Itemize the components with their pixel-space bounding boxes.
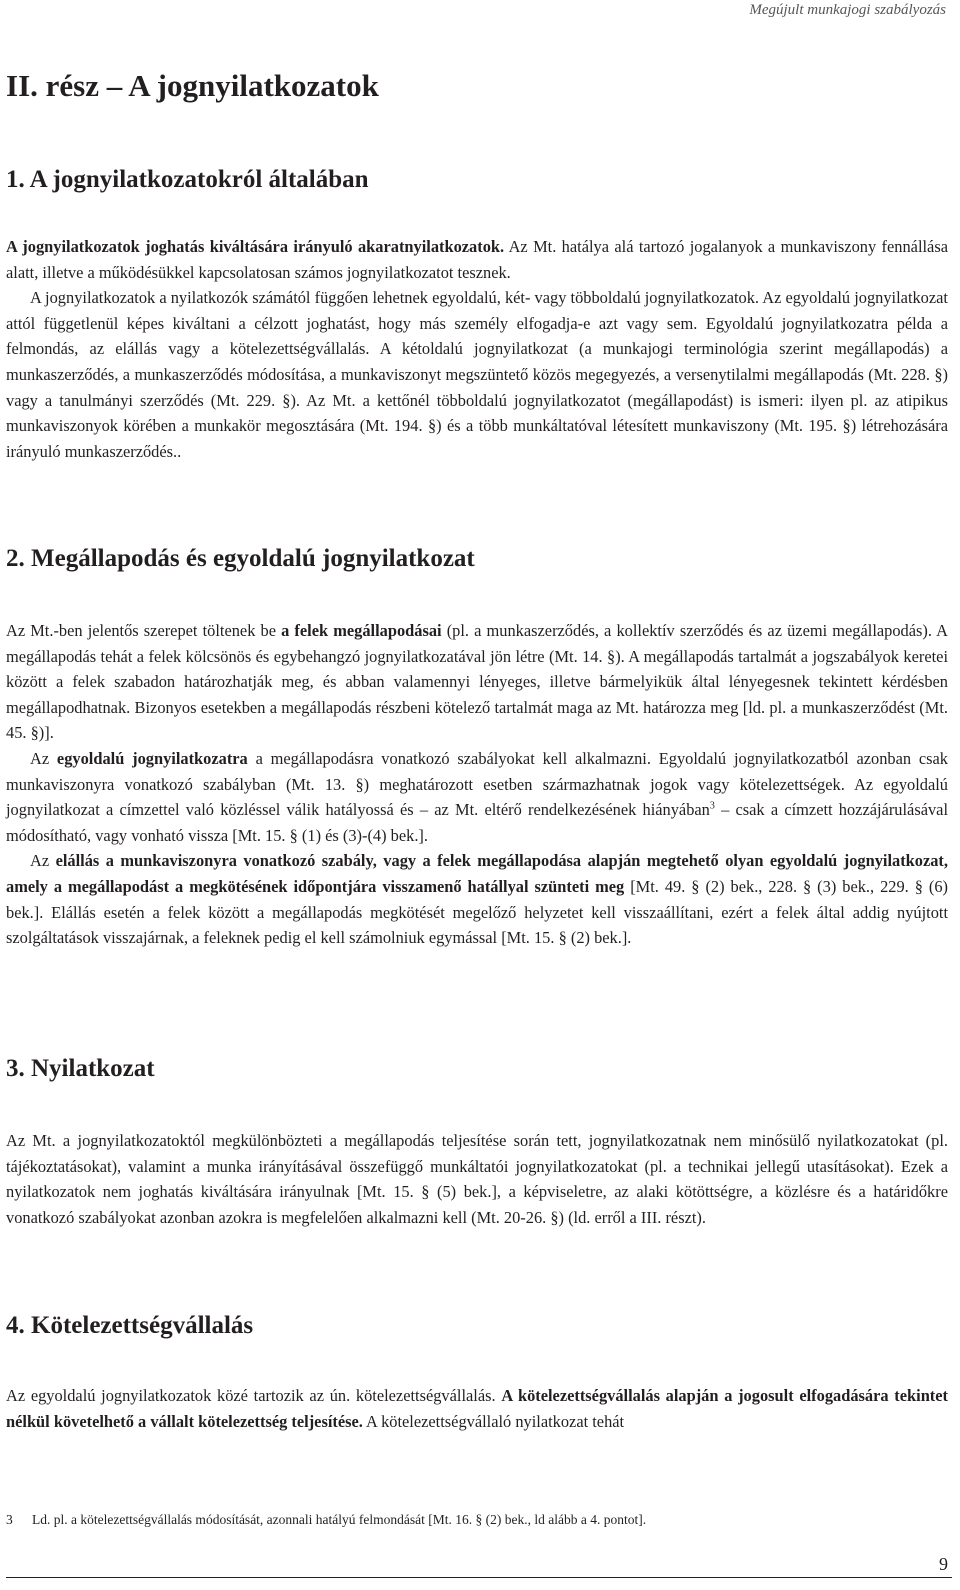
section-4-bold: A kötelezettségvállalás alapján a jogosult elfogadására tekintet nélkül követelhető a vállalt kötelezettség teljesítése.: [6, 1386, 949, 1431]
footer-rule: [6, 1577, 952, 1578]
section-2-heading: 2. Megállapodás és egyoldalú jognyilatkozat: [6, 545, 475, 572]
section-1-bold-lead: A jognyilatkozatok joghatás kiváltására irányuló akaratnyilatkozatok.: [6, 237, 505, 256]
footnote-number: 3: [6, 1512, 13, 1527]
section-2-bold: egyoldalú jognyilatkozatra: [56, 748, 248, 768]
section-2-paragraph-2: [6, 746, 948, 848]
section-3-heading: 3. Nyilatkozat: [6, 1055, 155, 1082]
section-4-text: Az egyoldalú jognyilatkozatok közé tartozik az ún. kötelezettségvállalás.: [6, 1386, 502, 1405]
section-2-text: Az: [30, 851, 56, 871]
section-1-paragraph-2: A jognyilatkozatok a nyilatkozók számától függően lehetnek egyoldalú, két- vagy többoldalú jognyilatkozatok. Az egyoldalú jognyilatkozat attól függetlenül képes kiváltani a célzott joghatást, hogy más személy elfogadja-e azt vagy sem. Egyoldalú jognyilatkozatra példa a felmondás, az elállás vagy a kötelezettségvállalás. A kétoldalú jognyilatkozat (a munkajogi terminológia szerint megállapodás) a munkaszerződés, a munkaszerződés módosítása, a munkaviszonyt megszüntető közös megegyezés, a versenytilalmi megállapodás (Mt. 228. §) vagy a tanulmányi szerződés (Mt. 229. §). Az Mt. a kettőnél többoldalú jognyilatkozatot (megállapodást) is ismeri: ilyen pl. az atipikus munkaviszonyok körében a munkakör megosztására (Mt. 194. §) és a több munkáltatóval létesített munkaviszony (Mt. 195. §) létrehozására irányuló munkaszerződés..: [6, 288, 948, 461]
section-2-text: a megállapodásra vonatkozó szabályokat kell alkalmazni. Egyoldalú jognyilatkozatból azonban csak munkaviszonyra vonatkozó szabályban (Mt. 13. §) meghatározott esetben származhatnak jogok vagy kötelezettségek. Az egyoldalú jognyilatkozat a címzettel való közléssel válik hatályossá és – az Mt. eltérő rendelkezésének hiányában: [6, 748, 948, 820]
footnote-ref[interactable]: 3: [709, 800, 715, 812]
section-2-bold: elállás a munkaviszonyra vonatkozó szabály, vagy a felek megállapodása alapján megtehető olyan egyoldalú jognyilatkozat, amely a megállapodást a megkötésének időpontjára visszamenő hatállyal szünteti meg: [6, 851, 948, 896]
section-1-body: [6, 234, 948, 464]
page-number: 9: [939, 1554, 948, 1574]
section-1-text: Az Mt. hatálya alá tartozó jogalanyok a munkaviszony fennállása alatt, illetve a működésükkel kapcsolatosan számos jognyilatkozatot tesznek.: [6, 237, 948, 282]
running-header: Megújult munkajogi szabályozás: [749, 2, 946, 18]
section-2-text: Az: [30, 748, 57, 768]
section-1-paragraph-1: [6, 234, 948, 285]
section-4-paragraph-1: [6, 1383, 948, 1434]
section-2-text: [Mt. 49. § (2) bek., 228. § (3) bek., 229. § (6) bek.]. Elállás esetén a felek között a megállapodás megkötését megelőző helyzetet kell visszaállítani, ezért a felek által addig nyújtott szolgáltatások visszajárnak, a feleknek pedig el kell számolniuk egymással [Mt. 15. § (2) bek.].: [6, 876, 948, 948]
footnote: [6, 1512, 646, 1528]
section-2-text: – csak a címzett hozzájárulásával módosítható, vagy vonható vissza [Mt. 15. § (1) és (3)-(4) bek.].: [6, 800, 948, 845]
section-1-heading: 1. A jognyilatkozatokról általában: [6, 166, 369, 193]
section-2-body: [6, 618, 948, 951]
section-2-paragraph-1: [6, 618, 948, 746]
section-4-text: A kötelezettségvállaló nyilatkozat tehát: [362, 1411, 625, 1431]
section-3-paragraph-1: Az Mt. a jognyilatkozatoktól megkülönbözteti a megállapodás teljesítése során tett, jognyilatkozatnak nem minősülő nyilatkozatokat (pl. tájékoztatásokat), valamint a munka irányításával összefüggő munkáltatói jognyilatkozatokat (pl. a technikai jellegű utasításokat). Ezek a nyilatkozatok nem joghatás kiváltására irányulnak [Mt. 15. § (5) bek.], a képviseletre, az alaki kötöttségre, a közlésre és a határidőkre vonatkozó szabályokat azonban azokra is megfelelően alkalmazni kell (Mt. 20-26. §) (ld. erről a III. részt).: [6, 1131, 948, 1227]
section-2-bold: a felek megállapodásai: [281, 621, 442, 640]
footnote-text: Ld. pl. a kötelezettségvállalás módosítását, azonnali hatályú felmondását [Mt. 16. § (2) bek., ld alább a 4. pontot].: [32, 1512, 647, 1527]
section-4-heading: 4. Kötelezettségvállalás: [6, 1312, 254, 1339]
section-3-body: [6, 1128, 948, 1230]
section-2-text: (pl. a munkaszerződés, a kollektív szerződés és az üzemi megállapodás). A megállapodás tehát a felek kölcsönös és egybehangzó jognyilatkozatával jön létre (Mt. 14. §). A megállapodás tartalmát a jogszabályok keretei között a felek szabadon határozhatják meg, és abban valamennyi lényeges, illetve bármelyikük által lényegesnek tekintett kérdésben megállapodhatnak. Bizonyos esetekben a megállapodás részbeni kötelező tartalmát maga az Mt. határozza meg [ld. pl. a munkaszerződést (Mt. 45. §)].: [6, 621, 948, 743]
part-title: II. rész – A jognyilatkozatok: [6, 68, 379, 103]
section-2-text: Az Mt.-ben jelentős szerepet töltenek be: [6, 621, 282, 640]
section-4-body: [6, 1383, 948, 1434]
section-2-paragraph-3: [6, 848, 948, 950]
